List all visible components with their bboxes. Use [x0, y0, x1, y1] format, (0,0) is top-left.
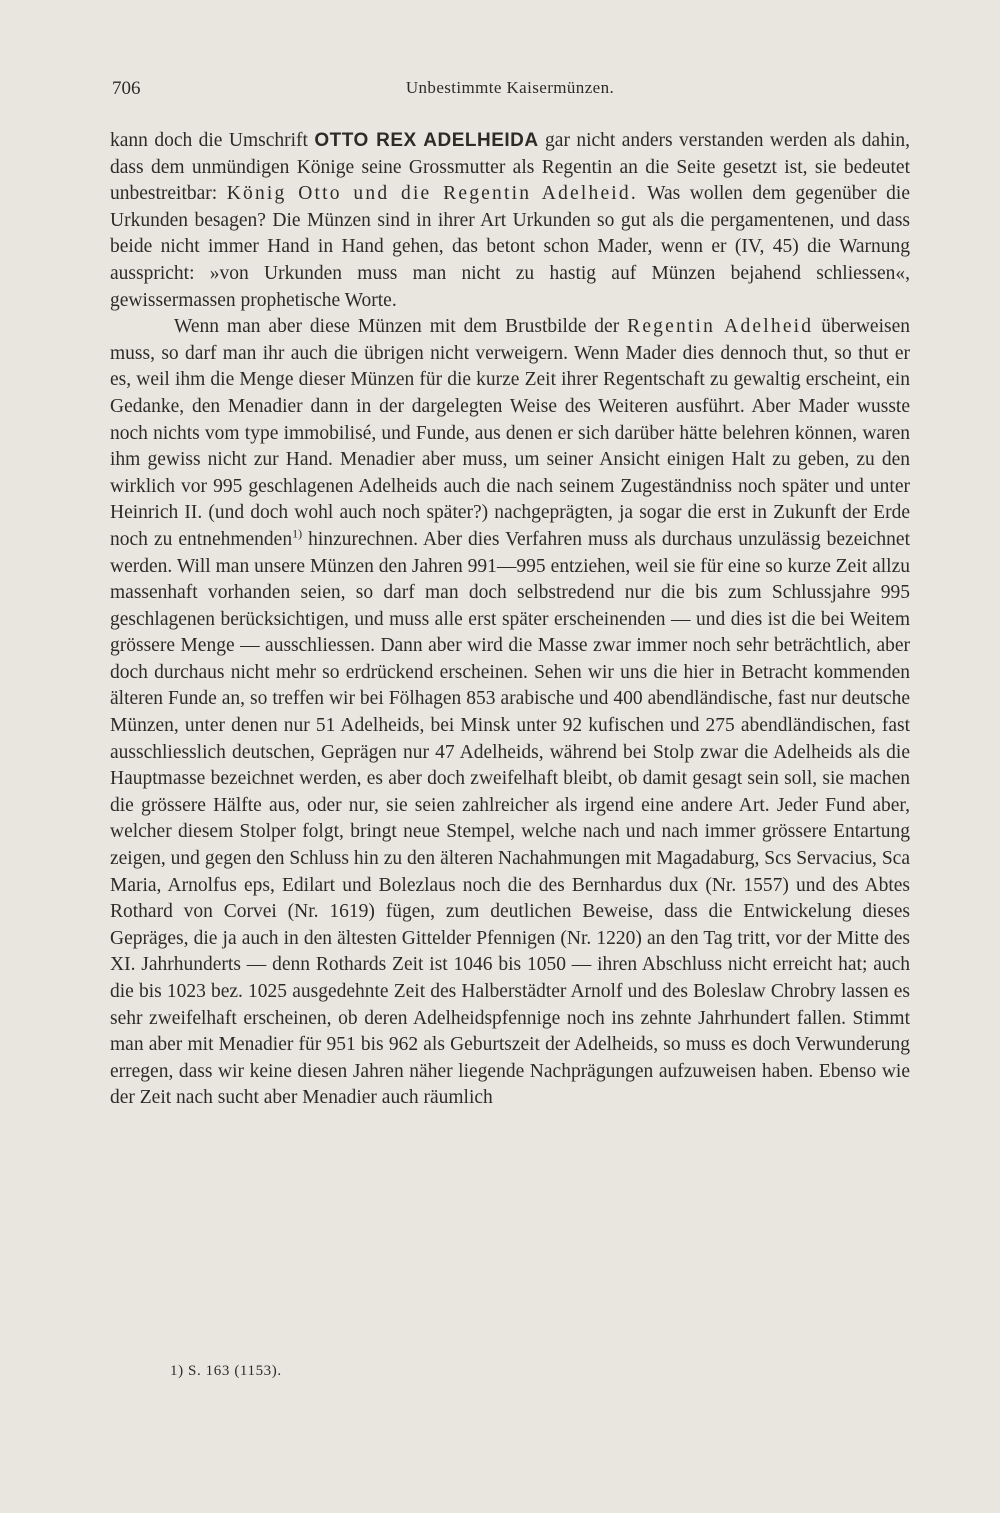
coin-legend: OTTO REX ADELHEIDA: [314, 130, 539, 151]
footnote-reference[interactable]: 1): [292, 526, 303, 541]
paragraph-2: [110, 314, 910, 1112]
page-header: [112, 78, 908, 108]
page-number: 706: [112, 78, 141, 99]
paragraph-2-text-middle: überweisen muss, so darf man ihr auch die übrigen nicht verweigern. Wenn Mader dies dennoch thut, so thut er es, weil ihm die Menge dieser Münzen für die kurze Zeit ihrer Regentschaft zu gewaltig erscheint, ein Gedanke, den Menadier dann in der dargelegten Weise des Weiteren ausführt. Aber Mader wusste noch nichts vom type immobilisé, und Funde, aus denen er sich darüber hätte belehren können, waren ihm gewiss nicht zur Hand. Menadier aber muss, um seiner Ansicht einigen Halt zu geben, zu den wirklich vor 995 geschlagenen Adelheids auch die nach seinem Zugeständniss noch später und unter Heinrich II. (und doch wohl auch noch später?) nachgeprägten, ja sogar die erst in Zukunft der Erde noch zu entnehmenden: [110, 316, 910, 550]
body-text: [110, 128, 910, 1112]
running-title: Unbestimmte Kaisermünzen.: [405, 78, 615, 97]
paragraph-1-text-start: kann doch die Umschrift: [110, 130, 315, 151]
paragraph-2-text-start: Wenn man aber diese Münzen mit dem Brustbilde der: [174, 316, 628, 338]
paragraph-1: [110, 128, 910, 314]
footnote: 1) S. 163 (1153).: [170, 1363, 282, 1379]
emphasized-phrase: Regentin Adelheid: [627, 316, 814, 338]
paragraph-2-text-end: hinzurechnen. Aber dies Verfahren muss als durchaus unzulässig bezeichnet werden. Will man unsere Münzen den Jahren 991—995 entziehen, weil sie für eine so kurze Zeit allzu massenhaft vorhanden seien, so darf man doch selbstredend nur die bis zum Schlussjahre 995 geschlagenen berücksichtigen, und muss alle erst später erscheinenden — und dies ist die bei Weitem grössere Menge — ausschliessen. Dann aber wird die Masse zwar immer noch sehr beträchtlich, aber doch durchaus nicht mehr so erdrückend erscheinen. Sehen wir uns die hier in Betracht kommenden älteren Funde an, so treffen wir bei Fölhagen 853 arabische und 400 abendländische, fast nur deutsche Münzen, unter denen nur 51 Adelheids, bei Minsk unter 92 kufischen und 275 abendländischen, fast ausschliesslich deutschen, Geprägen nur 47 Adelheids, während bei Stolp zwar die Adelheids als die Hauptmasse bezeichnet werden, es aber doch zweifelhaft bleibt, ob damit gesagt sein soll, sie machen die grössere Hälfte aus, oder nur, sie seien zahlreicher als irgend eine andere Art. Jeder Fund aber, welcher diesem Stolper folgt, bringt neue Stempel, welche nach und nach immer grössere Entartung zeigen, und gegen den Schluss hin zu den älteren Nachahmungen mit Magadaburg, Scs Servacius, Sca Maria, Arnolfus eps, Edilart und Bolezlaus noch die des Bernhardus dux (Nr. 1557) und des Abtes Rothard von Corvei (Nr. 1619) fügen, zum deutlichen Beweise, dass die Entwickelung dieses Gepräges, die ja auch in den ältesten Gittelder Pfennigen (Nr. 1220) an den Tag tritt, vor der Mitte des XI. Jahrhunderts — denn Rothards Zeit ist 1046 bis 1050 — ihren Abschluss nicht erreicht hat; auch die bis 1023 bez. 1025 ausgedehnte Zeit des Halberstädter Arnolf und des Boleslaw Chrobry lassen es sehr zweifelhaft erscheinen, ob deren Adelheidspfennige noch ins zehnte Jahrhundert fallen. Stimmt man aber mit Menadier für 951 bis 962 als Geburtszeit der Adelheids, so muss es doch Verwunderung erregen, dass wir keine diesen Jahren näher liegende Nachprägungen aufzuweisen haben. Ebenso wie der Zeit nach sucht aber Menadier auch räumlich: [110, 528, 910, 1109]
paragraph-1-text-end: Was wollen dem gegenüber die Urkunden besagen? Die Münzen sind in ihrer Art Urkunden so gut als die pergamentenen, und dass beide nicht immer Hand in Hand gehen, das betont schon Mader, wenn er (IV, 45) die Warnung ausspricht: »von Urkunden muss man nicht zu hastig auf Münzen bejahend schliessen«, gewissermassen prophetische Worte.: [110, 183, 910, 311]
emphasized-phrase: König Otto und die Regentin Adelheid.: [226, 183, 638, 205]
paragraph-1-text-middle: gar nicht anders verstanden werden als dahin, dass dem unmündigen Könige seine Grossmutter als Regentin an die Seite gesetzt ist, sie bedeutet unbestreitbar:: [110, 130, 911, 205]
